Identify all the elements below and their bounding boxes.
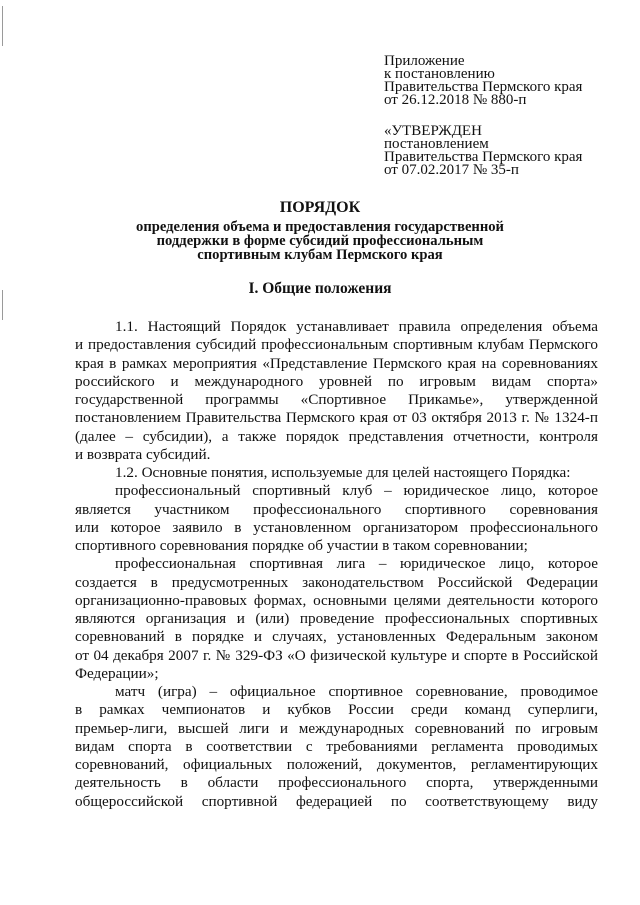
subtitle-line: поддержки в форме субсидий профессиональным (156, 233, 484, 249)
body-line: является участником профессионального спортивного соревнования (75, 500, 598, 518)
appendix-block (384, 55, 582, 107)
scan-edge-mark (2, 6, 3, 46)
appendix-line: Правительства Пермского края (384, 79, 583, 95)
body-line: профессиональный спортивный клуб – юридическое лицо, которое (115, 482, 598, 500)
body-line: общероссийской спортивной федерацией по соответствующему виду (75, 792, 598, 810)
approved-line: Правительства Пермского края (384, 149, 583, 165)
subtitle-line: определения объема и предоставления государственной (136, 219, 504, 235)
appendix-line: от 26.12.2018 № 880-п (384, 92, 527, 108)
body-line: российского и международного уровней по игровым видам спорта» (75, 372, 598, 390)
body-line: края в рамках мероприятия «Представление Пермского края на соревнованиях (75, 354, 598, 372)
appendix-line: к постановлению (384, 66, 495, 82)
body-line: (далее – субсидии), а также порядок представления отчетности, контроля (75, 427, 598, 445)
approved-line: «УТВЕРЖДЕН (384, 123, 482, 139)
body-text (75, 318, 598, 811)
subtitle-line: спортивным клубам Пермского края (197, 247, 443, 263)
body-line: соревнований в порядке и случаях, установленных Федеральным законом (75, 628, 598, 646)
approved-line: постановлением (384, 136, 489, 152)
body-line: и предоставления субсидий профессиональным спортивным клубам Пермского (75, 336, 598, 354)
body-line: 1.2. Основные понятия, используемые для целей настоящего Порядка: (115, 464, 571, 481)
body-line: Федерации»; (75, 664, 159, 682)
body-line: видам спорта в соответствии с требованиями регламента проводимых (75, 737, 598, 755)
body-line: матч (игра) – официальное спортивное соревнование, проводимое (115, 683, 598, 700)
approved-block (384, 125, 582, 177)
body-line: в рамках чемпионатов и кубков России среди команд суперлиги, (75, 701, 598, 719)
body-line: соревнований, официальных положений, документов, регламентирующих (75, 756, 598, 773)
body-line: создается в предусмотренных законодательством Российской Федерации (75, 573, 598, 591)
body-line: 1.1. Настоящий Порядок устанавливает правила определения объема (115, 318, 598, 335)
appendix-line: Приложение (384, 53, 465, 69)
body-line: премьер-лиги, высшей лиги и международных соревнований по игровым (75, 719, 598, 737)
body-line: деятельность в области профессионального спорта, утвержденными (75, 774, 598, 792)
body-line: или которое заявило в установленном организатором профессионального (75, 518, 598, 536)
approved-line: от 07.02.2017 № 35-п (384, 162, 519, 178)
document-subtitle (0, 220, 640, 262)
body-line: спортивного соревнования порядке об участии в таком соревновании; (75, 537, 528, 554)
body-line: и возврата субсидий. (75, 445, 211, 463)
body-line: от 04 декабря 2007 г. № 329-ФЗ «О физической культуре и спорте в Российской (75, 646, 598, 664)
section-heading: I. Общие положения (248, 280, 392, 297)
document-title: ПОРЯДОК (279, 199, 361, 216)
body-line: постановлением Правительства Пермского края от 03 октября 2013 г. № 1324-п (75, 409, 598, 427)
body-line: государственной программы «Спортивное Прикамье», утвержденной (75, 391, 598, 408)
body-line: организационно-правовых формах, основными целями деятельности которого (75, 591, 598, 609)
body-line: являются организация и (или) проведение профессиональных спортивных (75, 610, 598, 627)
body-line: профессиональная спортивная лига – юридическое лицо, которое (115, 555, 598, 573)
